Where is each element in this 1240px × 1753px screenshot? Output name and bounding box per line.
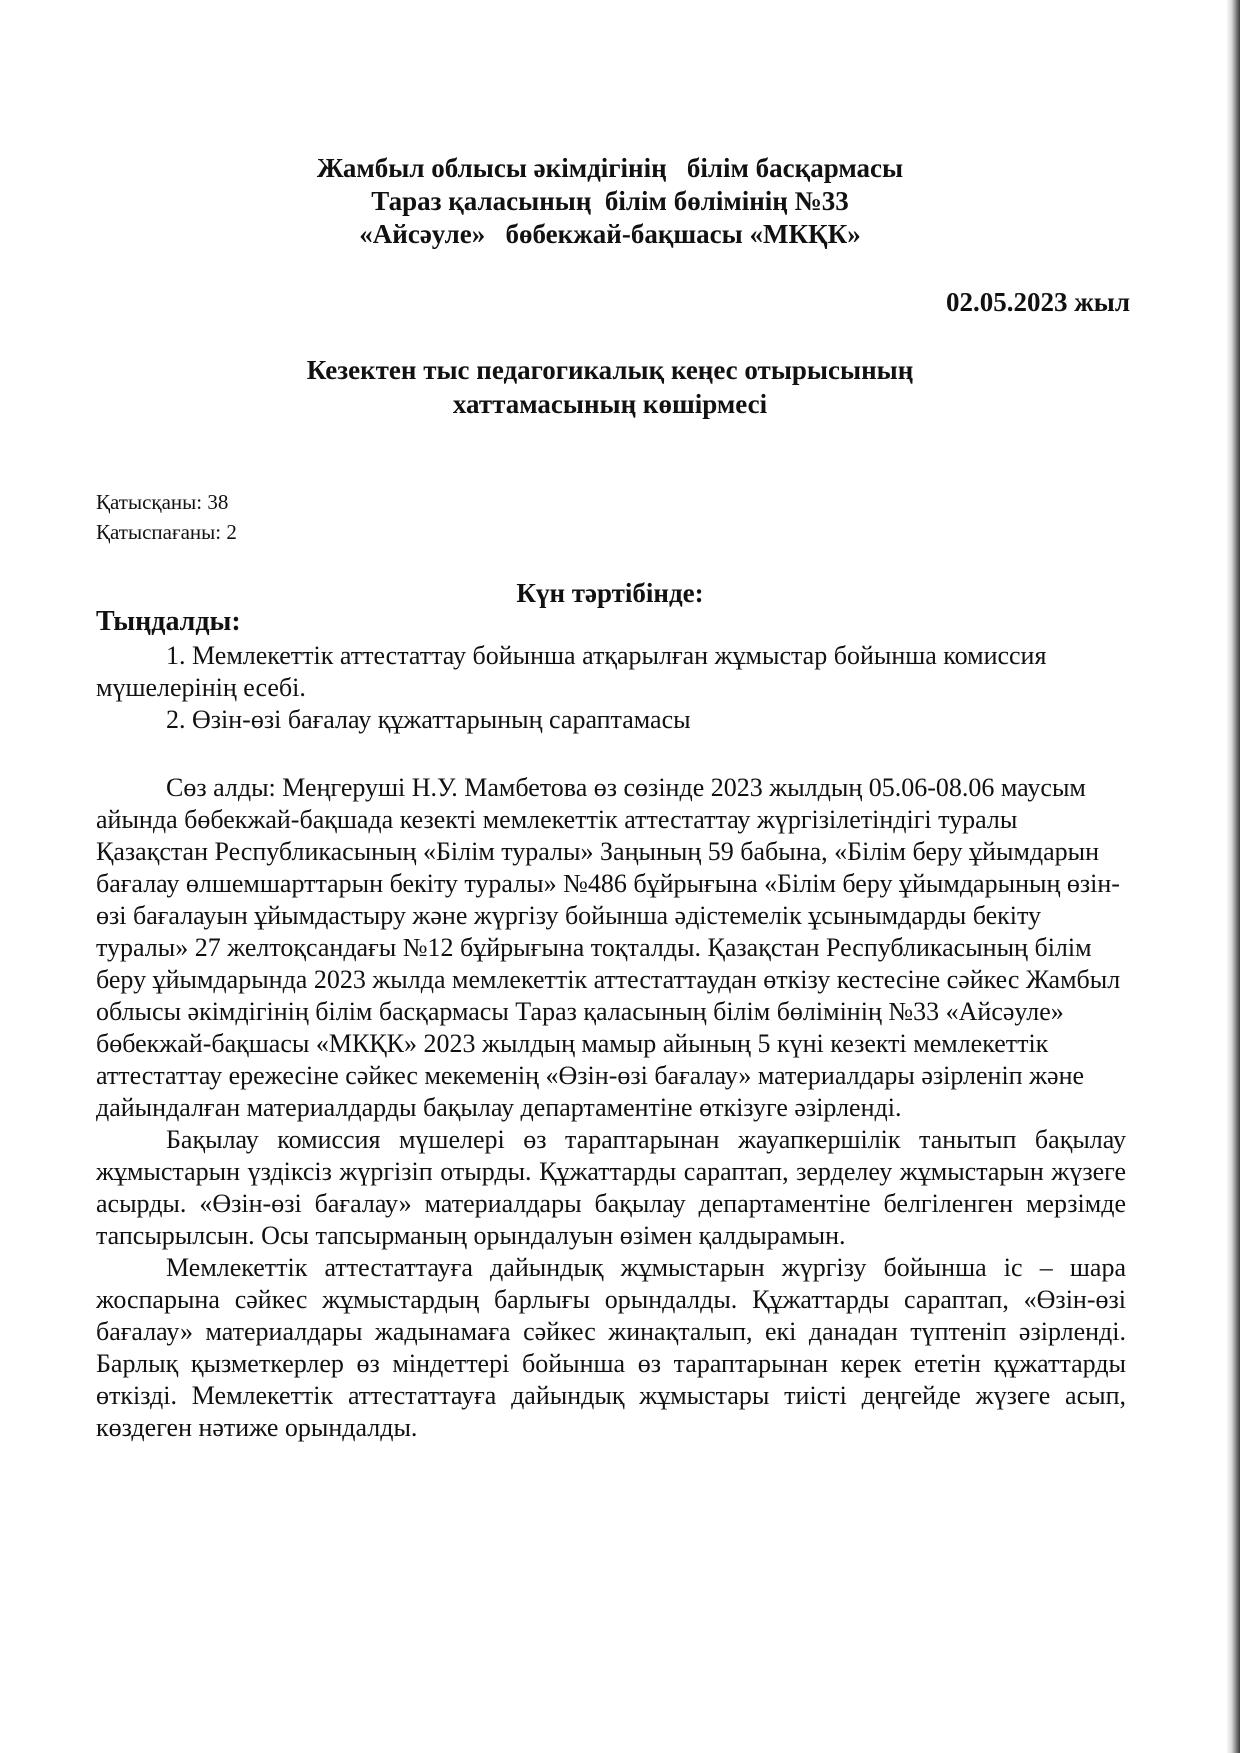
paragraph-speech: Сөз алды: Меңгеруші Н.У. Мамбетова өз сөзінде 2023 жылдың 05.06-08.06 маусым айында бөбекжай-бақшада кезекті мемлекеттік аттестаттау жүргізілетіндігі туралы Қазақстан Республикасының «Білім туралы» Заңының 59 бабына, «Білім беру ұйымдарын бағалау өлшемшарттарын бекіту туралы» №486 бұйрығына «Білім беру ұйымдарының өзін-өзі бағалауын ұйымдастыру және жүргізу бойынша әдістемелік ұсынымдарды бекіту туралы» 27 желтоқсандағы №12 бұйрығына тоқталды. Қазақстан Республикасының білім беру ұйымдарында 2023 жылда мемлекеттік аттестаттаудан өткізу кестесіне сәйкес Жамбыл облысы әкімдігінің білім басқармасы Тараз қаласының білім бөлімінің №33 «Айсәуле» бөбекжай-бақшасы «МКҚК» 2023 жылдың мамыр айының 5 күні кезекті мемлекеттік аттестаттау ережесіне сәйкес мекеменің «Өзін-өзі бағалау» материалдары әзірленіп және дайындалған материалдарды бақылау департаментіне өткізуге әзірленді. — [96, 773, 1121, 1122]
title-line-2: хаттамасының көшірмесі — [452, 389, 768, 419]
minutes-body — [96, 772, 1126, 1444]
agenda-item-2: 2. Өзін-өзі бағалау құжаттарының сараптамасы — [166, 705, 691, 734]
agenda-list — [96, 640, 1126, 736]
attendance-present: Қатысқаны: 38 — [96, 490, 229, 514]
header-line-1: Жамбыл облысы әкімдігінің білім басқармасы — [316, 153, 904, 183]
organization-header — [0, 152, 1220, 251]
agenda-heading: Күн тәртібінде: — [516, 578, 704, 608]
title-line-1: Кезектен тыс педагогикалық кеңес отырысының — [306, 355, 914, 385]
header-line-2: Тараз қаласының білім бөлімінің №33 — [371, 186, 849, 216]
attendance-absent: Қатыспағаны: 2 — [96, 520, 237, 544]
paragraph-commission: Бақылау комиссия мүшелері өз тараптарынан жауапкершілік танытып бақылау жұмыстарын үздіксіз жүргізіп отырды. Құжаттарды сараптап, зерделеу жұмыстарын жүзеге асырды. «Өзін-өзі бағалау» материалдары бақылау департаментіне белгіленген мерзімде тапсырылсын. Осы тапсырманың орындалуын өзімен қалдырамын. — [96, 1125, 1126, 1250]
header-line-3: «Айсәуле» бөбекжай-бақшасы «МКҚК» — [359, 219, 861, 249]
document-date: 02.05.2023 жыл — [945, 287, 1130, 317]
paragraph-preparation: Мемлекеттік аттестаттауға дайындық жұмыстарын жүргізу бойынша іс – шара жоспарына сәйкес жұмыстардың барлығы орындалды. Құжаттарды сараптап, «Өзін-өзі бағалау» материалдары жадынамаға сәйкес жинақталып, екі данадан түптеніп әзірленді. Барлық қызметкерлер өз міндеттері бойынша өз тараптарынан керек ететін құжаттарды өткізді. Мемлекеттік аттестаттауға дайындық жұмыстары тиісті деңгейде жүзеге асып, көздеген нәтиже орындалды. — [96, 1253, 1126, 1442]
agenda-item-1: 1. Мемлекеттік аттестаттау бойынша атқарылған жұмыстар бойынша комиссия мүшелерінің есебі. — [96, 641, 1047, 702]
attendance-block — [96, 487, 237, 547]
scan-edge-shadow — [1226, 0, 1240, 1753]
document-title — [0, 353, 1220, 421]
heard-heading: Тыңдалды: — [96, 606, 241, 637]
